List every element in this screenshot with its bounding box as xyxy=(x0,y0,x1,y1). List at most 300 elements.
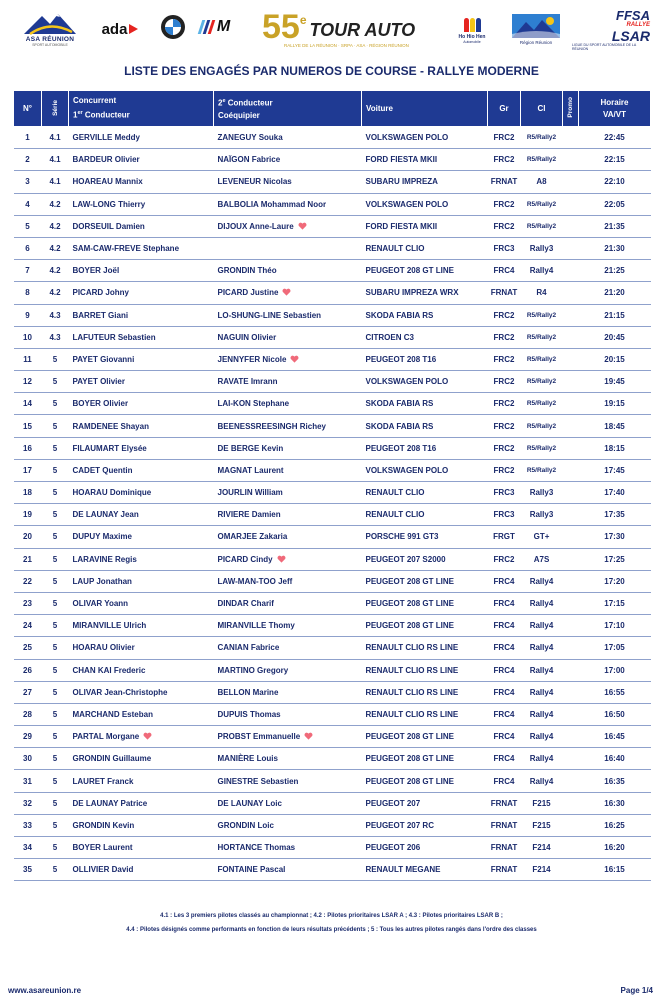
entry-driver: LAW-LONG Thierry xyxy=(69,193,214,215)
entry-class: Rally4 xyxy=(521,726,563,748)
table-row xyxy=(14,371,651,393)
entry-driver: OLLIVIER David xyxy=(69,859,214,881)
entry-codriver: BELLON Marine xyxy=(214,681,362,703)
entry-number: 28 xyxy=(14,703,42,725)
table-row xyxy=(14,637,651,659)
entry-group: FRNAT xyxy=(488,171,521,193)
entry-promo xyxy=(563,837,579,859)
entry-driver: HOAREAU Mannix xyxy=(69,171,214,193)
ho-hio-hen-mark-icon xyxy=(464,18,481,32)
entry-group: FRNAT xyxy=(488,792,521,814)
entry-driver: LAUP Jonathan xyxy=(69,570,214,592)
entry-class: R5/Rally2 xyxy=(521,127,563,149)
tour-auto-name: TOUR AUTO xyxy=(309,19,416,40)
header-codriver: 2e Conducteur Coéquipier xyxy=(214,91,362,127)
table-row xyxy=(14,504,651,526)
entry-group: FRNAT xyxy=(488,859,521,881)
heart-icon xyxy=(298,222,307,230)
entry-promo xyxy=(563,193,579,215)
ho-hio-hen-name: Ho Hio Hen xyxy=(458,34,486,40)
entry-number: 5 xyxy=(14,215,42,237)
entry-promo xyxy=(563,371,579,393)
entry-car: RENAULT CLIO xyxy=(362,237,488,259)
entry-number: 10 xyxy=(14,326,42,348)
entry-serie: 5 xyxy=(42,837,69,859)
entry-driver: DE LAUNAY Patrice xyxy=(69,792,214,814)
entry-promo xyxy=(563,459,579,481)
table-row xyxy=(14,282,651,304)
entry-codriver: PICARD Cindy xyxy=(214,548,362,570)
ho-hio-hen-tagline: Automobile xyxy=(463,40,481,44)
entry-serie: 4.3 xyxy=(42,326,69,348)
entry-codriver: JENNYFER Nicole xyxy=(214,348,362,370)
entry-group: FRC3 xyxy=(488,237,521,259)
entry-time: 17:10 xyxy=(579,615,651,637)
entry-class: R5/Rally2 xyxy=(521,215,563,237)
tour-auto-edition: 55 xyxy=(262,7,300,46)
entry-promo xyxy=(563,859,579,881)
entry-number: 30 xyxy=(14,748,42,770)
entry-codriver: BEENESSREESINGH Richey xyxy=(214,415,362,437)
entry-time: 17:20 xyxy=(579,570,651,592)
asa-name: ASA RÉUNION xyxy=(25,35,75,43)
entry-car: PEUGEOT 208 GT LINE xyxy=(362,770,488,792)
entry-codriver: MIRANVILLE Thomy xyxy=(214,615,362,637)
entry-group: FRC2 xyxy=(488,215,521,237)
table-row xyxy=(14,814,651,836)
entry-codriver: MANIÈRE Louis xyxy=(214,748,362,770)
entry-car: SUBARU IMPREZA WRX xyxy=(362,282,488,304)
entry-number: 35 xyxy=(14,859,42,881)
entry-class: R5/Rally2 xyxy=(521,304,563,326)
entry-driver: HOARAU Dominique xyxy=(69,482,214,504)
entry-codriver: DUPUIS Thomas xyxy=(214,703,362,725)
table-row xyxy=(14,792,651,814)
entry-car: SUBARU IMPREZA xyxy=(362,171,488,193)
entry-codriver: HORTANCE Thomas xyxy=(214,837,362,859)
entry-promo xyxy=(563,659,579,681)
entry-driver: GRONDIN Guillaume xyxy=(69,748,214,770)
logo-bar xyxy=(0,0,663,58)
entry-class: R5/Rally2 xyxy=(521,437,563,459)
entry-car: FORD FIESTA MKII xyxy=(362,149,488,171)
entry-car: PEUGEOT 206 xyxy=(362,837,488,859)
entry-number: 3 xyxy=(14,171,42,193)
entry-car: PEUGEOT 207 xyxy=(362,792,488,814)
entry-driver: BOYER Joël xyxy=(69,260,214,282)
ho-hio-hen-logo xyxy=(450,14,494,48)
entry-car: PEUGEOT 208 GT LINE xyxy=(362,726,488,748)
entry-group: FRC4 xyxy=(488,703,521,725)
entry-class: Rally4 xyxy=(521,770,563,792)
entry-number: 7 xyxy=(14,260,42,282)
table-row xyxy=(14,348,651,370)
entry-time: 21:20 xyxy=(579,282,651,304)
table-row xyxy=(14,459,651,481)
entry-codriver: NAÏGON Fabrice xyxy=(214,149,362,171)
footnote-line-1: 4.1 : Les 3 premiers pilotes classés au championnat ; 4.2 : Pilotes prioritaires LSAR A ; 4.3 : Pilotes prioritaires LSAR B ; xyxy=(160,913,503,919)
entry-driver: DUPUY Maxime xyxy=(69,526,214,548)
table-row xyxy=(14,681,651,703)
entry-driver: GERVILLE Meddy xyxy=(69,127,214,149)
entry-time: 16:55 xyxy=(579,681,651,703)
heart-icon xyxy=(143,732,152,740)
entry-number: 14 xyxy=(14,393,42,415)
entry-class: A8 xyxy=(521,171,563,193)
entry-codriver: MAGNAT Laurent xyxy=(214,459,362,481)
entry-promo xyxy=(563,393,579,415)
table-row xyxy=(14,570,651,592)
entry-time: 16:50 xyxy=(579,703,651,725)
entry-time: 17:00 xyxy=(579,659,651,681)
entry-number: 24 xyxy=(14,615,42,637)
entry-serie: 5 xyxy=(42,615,69,637)
entry-group: FRC4 xyxy=(488,615,521,637)
entry-codriver: JOURLIN William xyxy=(214,482,362,504)
entry-group: FRC2 xyxy=(488,348,521,370)
header-time: Horaire VA/VT xyxy=(579,91,651,127)
entry-number: 16 xyxy=(14,437,42,459)
entry-driver: SAM-CAW-FREVE Stephane xyxy=(69,237,214,259)
entry-number: 20 xyxy=(14,526,42,548)
entry-serie: 5 xyxy=(42,703,69,725)
entry-group: FRC4 xyxy=(488,726,521,748)
entry-car: PEUGEOT 207 RC xyxy=(362,814,488,836)
entry-promo xyxy=(563,637,579,659)
entry-promo xyxy=(563,482,579,504)
entry-number: 22 xyxy=(14,570,42,592)
entry-car: RENAULT CLIO xyxy=(362,504,488,526)
entry-time: 22:15 xyxy=(579,149,651,171)
entry-promo xyxy=(563,748,579,770)
header-driver: Concurrent 1er Conducteur xyxy=(69,91,214,127)
table-row xyxy=(14,748,651,770)
entry-class: F214 xyxy=(521,837,563,859)
entry-class: Rally4 xyxy=(521,592,563,614)
entry-class: Rally4 xyxy=(521,570,563,592)
table-row xyxy=(14,149,651,171)
entry-promo xyxy=(563,149,579,171)
entry-driver: DORSEUIL Damien xyxy=(69,215,214,237)
entry-car: SKODA FABIA RS xyxy=(362,304,488,326)
entry-class: Rally3 xyxy=(521,504,563,526)
entry-codriver: OMARJEE Zakaria xyxy=(214,526,362,548)
asa-mountain-icon xyxy=(22,10,78,36)
entry-group: FRC4 xyxy=(488,748,521,770)
table-row xyxy=(14,726,651,748)
entry-time: 17:45 xyxy=(579,459,651,481)
entry-group: FRNAT xyxy=(488,282,521,304)
entry-serie: 5 xyxy=(42,814,69,836)
table-row xyxy=(14,859,651,881)
entry-class: R5/Rally2 xyxy=(521,415,563,437)
entry-codriver: DINDAR Charif xyxy=(214,592,362,614)
entry-car: SKODA FABIA RS xyxy=(362,415,488,437)
entry-group: FRC3 xyxy=(488,504,521,526)
entry-time: 16:30 xyxy=(579,792,651,814)
entry-promo xyxy=(563,348,579,370)
entry-serie: 5 xyxy=(42,415,69,437)
header-car: Voiture xyxy=(362,91,488,127)
entry-class: Rally4 xyxy=(521,659,563,681)
entry-class: R4 xyxy=(521,282,563,304)
table-row xyxy=(14,304,651,326)
entry-driver: CHAN KAI Frederic xyxy=(69,659,214,681)
bmw-m-logo xyxy=(192,16,238,38)
entry-codriver: DE BERGE Kevin xyxy=(214,437,362,459)
entry-serie: 5 xyxy=(42,437,69,459)
entry-number: 11 xyxy=(14,348,42,370)
entry-class: R5/Rally2 xyxy=(521,193,563,215)
entry-group: FRC2 xyxy=(488,127,521,149)
entry-group: FRC4 xyxy=(488,260,521,282)
asa-reunion-logo xyxy=(16,6,84,50)
entry-driver: FILAUMART Elysée xyxy=(69,437,214,459)
entry-group: FRC2 xyxy=(488,149,521,171)
entry-group: FRC2 xyxy=(488,193,521,215)
entry-promo xyxy=(563,127,579,149)
entry-serie: 4.2 xyxy=(42,193,69,215)
entry-group: FRC4 xyxy=(488,770,521,792)
ffsa-lsar-logo xyxy=(572,8,650,52)
entry-class: Rally4 xyxy=(521,260,563,282)
entry-promo xyxy=(563,592,579,614)
m-stripes-icon xyxy=(198,20,216,34)
header-serie: Série xyxy=(42,91,69,127)
ffsa-rallye: RALLYE xyxy=(626,21,650,28)
entry-time: 16:20 xyxy=(579,837,651,859)
entry-time: 17:05 xyxy=(579,637,651,659)
table-row xyxy=(14,437,651,459)
entry-promo xyxy=(563,814,579,836)
table-row xyxy=(14,237,651,259)
header-num: N° xyxy=(14,91,42,127)
entry-class: F215 xyxy=(521,814,563,836)
entry-serie: 4.1 xyxy=(42,171,69,193)
entry-car: FORD FIESTA MKII xyxy=(362,215,488,237)
entry-time: 22:45 xyxy=(579,127,651,149)
entry-group: FRC4 xyxy=(488,570,521,592)
entry-group: FRC2 xyxy=(488,326,521,348)
entry-class: Rally4 xyxy=(521,748,563,770)
entry-serie: 5 xyxy=(42,592,69,614)
entry-codriver: LEVENEUR Nicolas xyxy=(214,171,362,193)
entry-class: R5/Rally2 xyxy=(521,149,563,171)
entry-group: FRC2 xyxy=(488,304,521,326)
table-header-row xyxy=(14,91,651,127)
entry-serie: 5 xyxy=(42,726,69,748)
entry-group: FRC4 xyxy=(488,681,521,703)
entry-serie: 4.2 xyxy=(42,237,69,259)
entry-codriver: FONTAINE Pascal xyxy=(214,859,362,881)
entry-time: 21:15 xyxy=(579,304,651,326)
entry-car: PEUGEOT 208 GT LINE xyxy=(362,748,488,770)
entry-promo xyxy=(563,171,579,193)
table-row xyxy=(14,659,651,681)
entry-time: 20:15 xyxy=(579,348,651,370)
entry-group: FRC2 xyxy=(488,371,521,393)
entry-car: RENAULT CLIO RS LINE xyxy=(362,659,488,681)
entry-serie: 4.1 xyxy=(42,127,69,149)
entry-promo xyxy=(563,526,579,548)
entry-number: 23 xyxy=(14,592,42,614)
entry-number: 34 xyxy=(14,837,42,859)
table-row xyxy=(14,171,651,193)
entry-serie: 5 xyxy=(42,637,69,659)
entry-car: RENAULT CLIO RS LINE xyxy=(362,681,488,703)
entry-promo xyxy=(563,304,579,326)
entry-serie: 5 xyxy=(42,371,69,393)
table-row xyxy=(14,393,651,415)
entry-serie: 4.1 xyxy=(42,149,69,171)
entry-group: FRGT xyxy=(488,526,521,548)
entry-promo xyxy=(563,792,579,814)
entry-codriver: CANIAN Fabrice xyxy=(214,637,362,659)
entry-number: 19 xyxy=(14,504,42,526)
entry-time: 16:40 xyxy=(579,748,651,770)
footer-website[interactable]: www.asareunion.re xyxy=(8,986,82,995)
entry-time: 19:45 xyxy=(579,371,651,393)
tour-auto-edition-sup: e xyxy=(299,12,307,27)
entry-serie: 5 xyxy=(42,659,69,681)
entry-driver: LAURET Franck xyxy=(69,770,214,792)
table-row xyxy=(14,193,651,215)
entry-promo xyxy=(563,726,579,748)
entry-number: 4 xyxy=(14,193,42,215)
bmw-roundel-icon xyxy=(160,14,186,40)
entry-number: 31 xyxy=(14,770,42,792)
ada-arrow-icon xyxy=(129,24,138,34)
entry-time: 20:45 xyxy=(579,326,651,348)
table-row xyxy=(14,526,651,548)
entry-driver: PARTAL Morgane xyxy=(69,726,214,748)
entry-car: RENAULT CLIO RS LINE xyxy=(362,637,488,659)
entry-promo xyxy=(563,615,579,637)
entry-car: PEUGEOT 207 S2000 xyxy=(362,548,488,570)
ada-logo xyxy=(92,18,148,40)
entry-codriver: PICARD Justine xyxy=(214,282,362,304)
entry-class: R5/Rally2 xyxy=(521,326,563,348)
header-group: Gr xyxy=(488,91,521,127)
entry-car: PEUGEOT 208 GT LINE xyxy=(362,615,488,637)
entry-serie: 5 xyxy=(42,504,69,526)
entry-time: 16:35 xyxy=(579,770,651,792)
entry-serie: 5 xyxy=(42,393,69,415)
entry-driver: BARDEUR Olivier xyxy=(69,149,214,171)
entry-car: CITROEN C3 xyxy=(362,326,488,348)
entry-group: FRC4 xyxy=(488,592,521,614)
entry-codriver: DE LAUNAY Loic xyxy=(214,792,362,814)
entry-driver: OLIVAR Jean-Christophe xyxy=(69,681,214,703)
entry-serie: 4.3 xyxy=(42,304,69,326)
entry-time: 17:25 xyxy=(579,548,651,570)
entry-class: Rally4 xyxy=(521,703,563,725)
entry-car: PEUGEOT 208 T16 xyxy=(362,437,488,459)
entry-codriver: GRONDIN Loic xyxy=(214,814,362,836)
entry-group: FRC4 xyxy=(488,637,521,659)
entry-number: 2 xyxy=(14,149,42,171)
entry-time: 16:15 xyxy=(579,859,651,881)
entry-car: VOLKSWAGEN POLO xyxy=(362,371,488,393)
entry-driver: MARCHAND Esteban xyxy=(69,703,214,725)
entry-driver: CADET Quentin xyxy=(69,459,214,481)
entry-number: 12 xyxy=(14,371,42,393)
page-title: LISTE DES ENGAGÉS PAR NUMEROS DE COURSE - RALLYE MODERNE xyxy=(124,64,539,78)
entry-time: 21:35 xyxy=(579,215,651,237)
region-reunion-name: Région Réunion xyxy=(519,39,553,45)
entry-car: VOLKSWAGEN POLO xyxy=(362,193,488,215)
region-reunion-logo xyxy=(510,12,562,46)
entry-class: F214 xyxy=(521,859,563,881)
entry-number: 21 xyxy=(14,548,42,570)
entry-codriver: RIVIERE Damien xyxy=(214,504,362,526)
entry-class: Rally4 xyxy=(521,615,563,637)
entry-promo xyxy=(563,415,579,437)
entry-car: PEUGEOT 208 GT LINE xyxy=(362,570,488,592)
entry-number: 33 xyxy=(14,814,42,836)
entry-group: FRC2 xyxy=(488,548,521,570)
entry-driver: RAMDENEE Shayan xyxy=(69,415,214,437)
entry-number: 26 xyxy=(14,659,42,681)
table-row xyxy=(14,770,651,792)
entry-serie: 5 xyxy=(42,570,69,592)
entry-driver: BOYER Olivier xyxy=(69,393,214,415)
entry-number: 32 xyxy=(14,792,42,814)
footnote-line-2: 4.4 : Pilotes désignés comme performants en fonction de leurs résultats précédents ; 5 : Tous les autres pilotes rangés dans l'ordre des classes xyxy=(126,927,537,933)
lsar-name: LSAR xyxy=(611,27,650,44)
entry-serie: 5 xyxy=(42,681,69,703)
entry-number: 15 xyxy=(14,415,42,437)
entry-serie: 5 xyxy=(42,548,69,570)
table-row xyxy=(14,548,651,570)
entry-codriver: LO-SHUNG-LINE Sebastien xyxy=(214,304,362,326)
entry-time: 17:30 xyxy=(579,526,651,548)
entry-time: 21:25 xyxy=(579,260,651,282)
entry-promo xyxy=(563,504,579,526)
entry-driver: BARRET Giani xyxy=(69,304,214,326)
entry-time: 18:15 xyxy=(579,437,651,459)
entry-codriver: LAI-KON Stephane xyxy=(214,393,362,415)
table-row xyxy=(14,127,651,149)
entry-class: R5/Rally2 xyxy=(521,393,563,415)
entry-car: SKODA FABIA RS xyxy=(362,393,488,415)
entry-serie: 5 xyxy=(42,482,69,504)
table-row xyxy=(14,260,651,282)
entry-driver: PAYET Giovanni xyxy=(69,348,214,370)
lsar-tagline: LIGUE DU SPORT AUTOMOBILE DE LA RÉUNION xyxy=(572,42,636,51)
entry-class: F215 xyxy=(521,792,563,814)
table-row xyxy=(14,592,651,614)
entry-driver: LARAVINE Regis xyxy=(69,548,214,570)
entry-group: FRC3 xyxy=(488,482,521,504)
entry-driver: MIRANVILLE Ulrich xyxy=(69,615,214,637)
entry-driver: GRONDIN Kevin xyxy=(69,814,214,836)
entry-number: 1 xyxy=(14,127,42,149)
entry-driver: DE LAUNAY Jean xyxy=(69,504,214,526)
heart-icon xyxy=(282,288,291,296)
entry-time: 17:35 xyxy=(579,504,651,526)
entry-serie: 5 xyxy=(42,748,69,770)
m-letter: M xyxy=(216,18,231,35)
entry-class: R5/Rally2 xyxy=(521,348,563,370)
table-row xyxy=(14,703,651,725)
entry-number: 6 xyxy=(14,237,42,259)
entry-car: RENAULT CLIO RS LINE xyxy=(362,703,488,725)
table-row xyxy=(14,415,651,437)
entry-serie: 4.2 xyxy=(42,282,69,304)
entry-serie: 5 xyxy=(42,792,69,814)
entry-number: 27 xyxy=(14,681,42,703)
